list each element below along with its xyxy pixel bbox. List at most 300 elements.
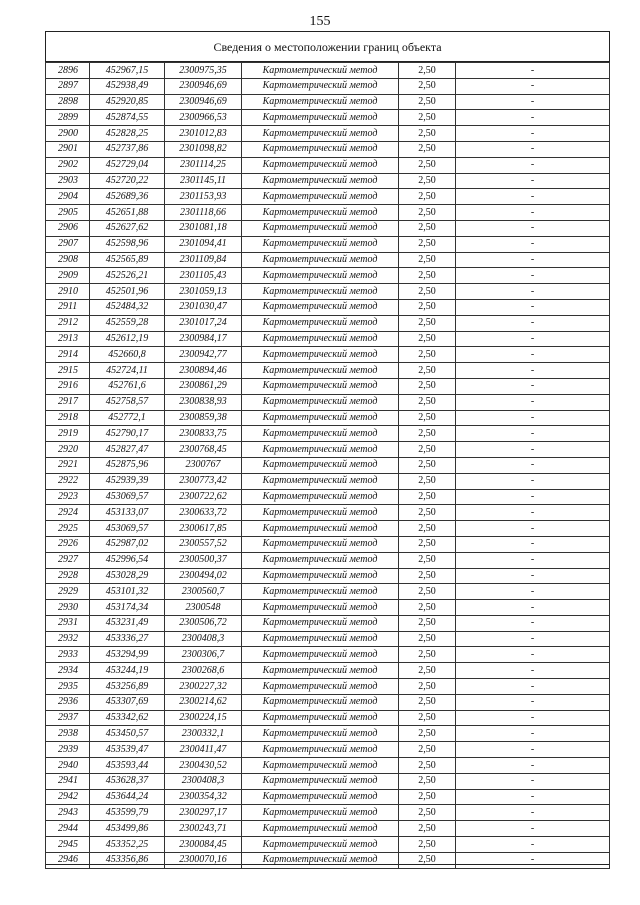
method-cell: Картометрический метод [242, 805, 399, 821]
point-number-cell: 2897 [46, 78, 90, 94]
accuracy-cell: 2,50 [399, 679, 456, 695]
method-cell: Картометрический метод [242, 552, 399, 568]
description-cell: - [456, 726, 610, 742]
table-row [46, 268, 610, 284]
x-coordinate-cell: 453450,57 [90, 726, 165, 742]
point-number-cell: 2914 [46, 347, 90, 363]
table-row [46, 489, 610, 505]
accuracy-cell: 2,50 [399, 426, 456, 442]
point-number-cell: 2919 [46, 426, 90, 442]
point-number-cell: 2940 [46, 758, 90, 774]
x-coordinate-cell: 452598,96 [90, 236, 165, 252]
description-cell: - [456, 710, 610, 726]
accuracy-cell: 2,50 [399, 773, 456, 789]
point-number-cell: 2928 [46, 568, 90, 584]
table-row [46, 347, 610, 363]
x-coordinate-cell: 453356,86 [90, 852, 165, 868]
description-cell: - [456, 852, 610, 868]
x-coordinate-cell: 453133,07 [90, 505, 165, 521]
point-number-cell: 2902 [46, 157, 90, 173]
method-cell: Картометрический метод [242, 473, 399, 489]
description-cell: - [456, 694, 610, 710]
y-coordinate-cell: 2301145,11 [165, 173, 242, 189]
y-coordinate-cell: 2301017,24 [165, 315, 242, 331]
accuracy-cell: 2,50 [399, 805, 456, 821]
x-coordinate-cell: 452627,62 [90, 220, 165, 236]
y-coordinate-cell: 2300859,38 [165, 410, 242, 426]
table-row [46, 299, 610, 315]
x-coordinate-cell: 452565,89 [90, 252, 165, 268]
point-number-cell: 2941 [46, 773, 90, 789]
description-cell: - [456, 299, 610, 315]
point-number-cell: 2932 [46, 631, 90, 647]
description-cell: - [456, 394, 610, 410]
table-row [46, 742, 610, 758]
description-cell: - [456, 252, 610, 268]
table-row [46, 473, 610, 489]
y-coordinate-cell: 2300773,42 [165, 473, 242, 489]
table-row [46, 631, 610, 647]
table-row [46, 521, 610, 537]
x-coordinate-cell: 453069,57 [90, 489, 165, 505]
table-row [46, 505, 610, 521]
table-row [46, 126, 610, 142]
table-row [46, 552, 610, 568]
x-coordinate-cell: 452987,02 [90, 536, 165, 552]
method-cell: Картометрический метод [242, 568, 399, 584]
y-coordinate-cell: 2301081,18 [165, 220, 242, 236]
accuracy-cell: 2,50 [399, 505, 456, 521]
point-number-cell: 2929 [46, 584, 90, 600]
y-coordinate-cell: 2300633,72 [165, 505, 242, 521]
x-coordinate-cell: 452758,57 [90, 394, 165, 410]
y-coordinate-cell: 2301030,47 [165, 299, 242, 315]
point-number-cell: 2899 [46, 110, 90, 126]
y-coordinate-cell: 2301114,25 [165, 157, 242, 173]
method-cell: Картометрический метод [242, 252, 399, 268]
method-cell: Картометрический метод [242, 189, 399, 205]
description-cell: - [456, 63, 610, 79]
method-cell: Картометрический метод [242, 758, 399, 774]
description-cell: - [456, 110, 610, 126]
method-cell: Картометрический метод [242, 852, 399, 868]
method-cell: Картометрический метод [242, 837, 399, 853]
point-number-cell: 2904 [46, 189, 90, 205]
x-coordinate-cell: 453599,79 [90, 805, 165, 821]
point-number-cell: 2912 [46, 315, 90, 331]
description-cell: - [456, 521, 610, 537]
method-cell: Картометрический метод [242, 489, 399, 505]
description-cell: - [456, 663, 610, 679]
accuracy-cell: 2,50 [399, 473, 456, 489]
point-number-cell: 2913 [46, 331, 90, 347]
x-coordinate-cell: 452920,85 [90, 94, 165, 110]
accuracy-cell: 2,50 [399, 299, 456, 315]
accuracy-cell: 2,50 [399, 536, 456, 552]
method-cell: Картометрический метод [242, 647, 399, 663]
x-coordinate-cell: 452996,54 [90, 552, 165, 568]
method-cell: Картометрический метод [242, 63, 399, 79]
coordinates-table-body [46, 63, 610, 869]
method-cell: Картометрический метод [242, 284, 399, 300]
table-row [46, 821, 610, 837]
method-cell: Картометрический метод [242, 363, 399, 379]
point-number-cell: 2920 [46, 442, 90, 458]
accuracy-cell: 2,50 [399, 252, 456, 268]
point-number-cell: 2938 [46, 726, 90, 742]
method-cell: Картометрический метод [242, 220, 399, 236]
accuracy-cell: 2,50 [399, 489, 456, 505]
x-coordinate-cell: 453539,47 [90, 742, 165, 758]
point-number-cell: 2939 [46, 742, 90, 758]
accuracy-cell: 2,50 [399, 141, 456, 157]
table-row [46, 173, 610, 189]
description-cell: - [456, 410, 610, 426]
accuracy-cell: 2,50 [399, 331, 456, 347]
table-row [46, 663, 610, 679]
accuracy-cell: 2,50 [399, 94, 456, 110]
accuracy-cell: 2,50 [399, 821, 456, 837]
accuracy-cell: 2,50 [399, 521, 456, 537]
point-number-cell: 2930 [46, 600, 90, 616]
y-coordinate-cell: 2301094,41 [165, 236, 242, 252]
y-coordinate-cell: 2300354,32 [165, 789, 242, 805]
x-coordinate-cell: 452737,86 [90, 141, 165, 157]
x-coordinate-cell: 452689,36 [90, 189, 165, 205]
table-row [46, 363, 610, 379]
method-cell: Картометрический метод [242, 631, 399, 647]
y-coordinate-cell: 2300268,6 [165, 663, 242, 679]
x-coordinate-cell: 452790,17 [90, 426, 165, 442]
x-coordinate-cell: 452939,39 [90, 473, 165, 489]
point-number-cell: 2927 [46, 552, 90, 568]
table-row [46, 426, 610, 442]
description-cell: - [456, 236, 610, 252]
accuracy-cell: 2,50 [399, 268, 456, 284]
x-coordinate-cell: 452874,55 [90, 110, 165, 126]
point-number-cell: 2931 [46, 615, 90, 631]
y-coordinate-cell: 2300946,69 [165, 94, 242, 110]
method-cell: Картометрический метод [242, 141, 399, 157]
y-coordinate-cell: 2300411,47 [165, 742, 242, 758]
y-coordinate-cell: 2300560,7 [165, 584, 242, 600]
description-cell: - [456, 94, 610, 110]
y-coordinate-cell: 2300975,35 [165, 63, 242, 79]
x-coordinate-cell: 453628,37 [90, 773, 165, 789]
accuracy-cell: 2,50 [399, 694, 456, 710]
x-coordinate-cell: 452938,49 [90, 78, 165, 94]
method-cell: Картометрический метод [242, 505, 399, 521]
method-cell: Картометрический метод [242, 663, 399, 679]
x-coordinate-cell: 452772,1 [90, 410, 165, 426]
y-coordinate-cell: 2300227,32 [165, 679, 242, 695]
point-number-cell: 2907 [46, 236, 90, 252]
point-number-cell: 2916 [46, 378, 90, 394]
point-number-cell: 2926 [46, 536, 90, 552]
x-coordinate-cell: 452729,04 [90, 157, 165, 173]
accuracy-cell: 2,50 [399, 78, 456, 94]
method-cell: Картометрический метод [242, 110, 399, 126]
method-cell: Картометрический метод [242, 94, 399, 110]
point-number-cell: 2917 [46, 394, 90, 410]
table-row [46, 568, 610, 584]
accuracy-cell: 2,50 [399, 663, 456, 679]
x-coordinate-cell: 453244,19 [90, 663, 165, 679]
accuracy-cell: 2,50 [399, 631, 456, 647]
y-coordinate-cell: 2300833,75 [165, 426, 242, 442]
point-number-cell: 2937 [46, 710, 90, 726]
table-row [46, 78, 610, 94]
description-cell: - [456, 157, 610, 173]
table-row [46, 141, 610, 157]
method-cell: Картометрический метод [242, 615, 399, 631]
point-number-cell: 2921 [46, 457, 90, 473]
method-cell: Картометрический метод [242, 536, 399, 552]
y-coordinate-cell: 2300768,45 [165, 442, 242, 458]
accuracy-cell: 2,50 [399, 205, 456, 221]
method-cell: Картометрический метод [242, 442, 399, 458]
accuracy-cell: 2,50 [399, 552, 456, 568]
point-number-cell: 2934 [46, 663, 90, 679]
method-cell: Картометрический метод [242, 378, 399, 394]
method-cell: Картометрический метод [242, 726, 399, 742]
accuracy-cell: 2,50 [399, 347, 456, 363]
y-coordinate-cell: 2300408,3 [165, 631, 242, 647]
table-row [46, 394, 610, 410]
table-row [46, 852, 610, 868]
table-row [46, 837, 610, 853]
point-number-cell: 2945 [46, 837, 90, 853]
point-number-cell: 2911 [46, 299, 90, 315]
y-coordinate-cell: 2300408,3 [165, 773, 242, 789]
y-coordinate-cell: 2300070,16 [165, 852, 242, 868]
description-cell: - [456, 679, 610, 695]
description-cell: - [456, 457, 610, 473]
method-cell: Картометрический метод [242, 789, 399, 805]
x-coordinate-cell: 453069,57 [90, 521, 165, 537]
boundary-info-sheet [45, 31, 610, 865]
x-coordinate-cell: 453307,69 [90, 694, 165, 710]
description-cell: - [456, 584, 610, 600]
table-row [46, 679, 610, 695]
description-cell: - [456, 505, 610, 521]
y-coordinate-cell: 2301059,13 [165, 284, 242, 300]
y-coordinate-cell: 2300214,62 [165, 694, 242, 710]
description-cell: - [456, 189, 610, 205]
method-cell: Картометрический метод [242, 299, 399, 315]
x-coordinate-cell: 453499,86 [90, 821, 165, 837]
description-cell: - [456, 315, 610, 331]
table-row [46, 457, 610, 473]
method-cell: Картометрический метод [242, 78, 399, 94]
description-cell: - [456, 758, 610, 774]
x-coordinate-cell: 452559,28 [90, 315, 165, 331]
x-coordinate-cell: 452875,96 [90, 457, 165, 473]
page-number: 155 [309, 14, 331, 29]
y-coordinate-cell: 2300332,1 [165, 726, 242, 742]
method-cell: Картометрический метод [242, 236, 399, 252]
table-row [46, 63, 610, 79]
point-number-cell: 2906 [46, 220, 90, 236]
accuracy-cell: 2,50 [399, 758, 456, 774]
description-cell: - [456, 347, 610, 363]
table-row [46, 442, 610, 458]
y-coordinate-cell: 2300506,72 [165, 615, 242, 631]
accuracy-cell: 2,50 [399, 837, 456, 853]
table-row [46, 157, 610, 173]
x-coordinate-cell: 452720,22 [90, 173, 165, 189]
point-number-cell: 2946 [46, 852, 90, 868]
point-number-cell: 2922 [46, 473, 90, 489]
y-coordinate-cell: 2300861,29 [165, 378, 242, 394]
x-coordinate-cell: 452967,15 [90, 63, 165, 79]
point-number-cell: 2943 [46, 805, 90, 821]
x-coordinate-cell: 452660,8 [90, 347, 165, 363]
point-number-cell: 2944 [46, 821, 90, 837]
table-row [46, 410, 610, 426]
method-cell: Картометрический метод [242, 600, 399, 616]
table-row [46, 205, 610, 221]
y-coordinate-cell: 2301098,82 [165, 141, 242, 157]
y-coordinate-cell: 2300894,46 [165, 363, 242, 379]
accuracy-cell: 2,50 [399, 157, 456, 173]
method-cell: Картометрический метод [242, 821, 399, 837]
accuracy-cell: 2,50 [399, 220, 456, 236]
method-cell: Картометрический метод [242, 157, 399, 173]
description-cell: - [456, 426, 610, 442]
x-coordinate-cell: 453028,29 [90, 568, 165, 584]
table-row [46, 647, 610, 663]
description-cell: - [456, 173, 610, 189]
accuracy-cell: 2,50 [399, 742, 456, 758]
y-coordinate-cell: 2300722,62 [165, 489, 242, 505]
point-number-cell: 2924 [46, 505, 90, 521]
point-number-cell: 2903 [46, 173, 90, 189]
description-cell: - [456, 126, 610, 142]
method-cell: Картометрический метод [242, 268, 399, 284]
accuracy-cell: 2,50 [399, 710, 456, 726]
y-coordinate-cell: 2300494,02 [165, 568, 242, 584]
table-row [46, 331, 610, 347]
y-coordinate-cell: 2300942,77 [165, 347, 242, 363]
description-cell: - [456, 378, 610, 394]
y-coordinate-cell: 2300548 [165, 600, 242, 616]
point-number-cell: 2901 [46, 141, 90, 157]
table-row [46, 94, 610, 110]
accuracy-cell: 2,50 [399, 378, 456, 394]
x-coordinate-cell: 453342,62 [90, 710, 165, 726]
accuracy-cell: 2,50 [399, 284, 456, 300]
description-cell: - [456, 284, 610, 300]
x-coordinate-cell: 452828,25 [90, 126, 165, 142]
x-coordinate-cell: 453256,89 [90, 679, 165, 695]
point-number-cell: 2918 [46, 410, 90, 426]
description-cell: - [456, 363, 610, 379]
y-coordinate-cell: 2300557,52 [165, 536, 242, 552]
accuracy-cell: 2,50 [399, 615, 456, 631]
accuracy-cell: 2,50 [399, 442, 456, 458]
description-cell: - [456, 536, 610, 552]
accuracy-cell: 2,50 [399, 363, 456, 379]
point-number-cell: 2900 [46, 126, 90, 142]
point-number-cell: 2915 [46, 363, 90, 379]
y-coordinate-cell: 2300838,93 [165, 394, 242, 410]
description-cell: - [456, 552, 610, 568]
point-number-cell: 2905 [46, 205, 90, 221]
table-row [46, 252, 610, 268]
description-cell: - [456, 773, 610, 789]
table-row [46, 710, 610, 726]
table-row [46, 110, 610, 126]
accuracy-cell: 2,50 [399, 315, 456, 331]
table-row [46, 805, 610, 821]
x-coordinate-cell: 452761,6 [90, 378, 165, 394]
y-coordinate-cell: 2300617,85 [165, 521, 242, 537]
method-cell: Картометрический метод [242, 584, 399, 600]
y-coordinate-cell: 2301012,83 [165, 126, 242, 142]
x-coordinate-cell: 453231,49 [90, 615, 165, 631]
description-cell: - [456, 141, 610, 157]
point-number-cell: 2896 [46, 63, 90, 79]
table-row [46, 773, 610, 789]
y-coordinate-cell: 2300243,71 [165, 821, 242, 837]
x-coordinate-cell: 452612,19 [90, 331, 165, 347]
description-cell: - [456, 821, 610, 837]
accuracy-cell: 2,50 [399, 63, 456, 79]
y-coordinate-cell: 2301118,66 [165, 205, 242, 221]
description-cell: - [456, 78, 610, 94]
point-number-cell: 2909 [46, 268, 90, 284]
x-coordinate-cell: 453101,32 [90, 584, 165, 600]
y-coordinate-cell: 2300306,7 [165, 647, 242, 663]
method-cell: Картометрический метод [242, 773, 399, 789]
method-cell: Картометрический метод [242, 347, 399, 363]
description-cell: - [456, 268, 610, 284]
table-row [46, 615, 610, 631]
table-row [46, 789, 610, 805]
y-coordinate-cell: 2300946,69 [165, 78, 242, 94]
table-row [46, 315, 610, 331]
point-number-cell: 2898 [46, 94, 90, 110]
accuracy-cell: 2,50 [399, 394, 456, 410]
table-row [46, 189, 610, 205]
accuracy-cell: 2,50 [399, 584, 456, 600]
table-row [46, 220, 610, 236]
method-cell: Картометрический метод [242, 457, 399, 473]
table-row [46, 758, 610, 774]
table-row [46, 584, 610, 600]
x-coordinate-cell: 453294,99 [90, 647, 165, 663]
x-coordinate-cell: 453644,24 [90, 789, 165, 805]
x-coordinate-cell: 453174,34 [90, 600, 165, 616]
point-number-cell: 2935 [46, 679, 90, 695]
description-cell: - [456, 647, 610, 663]
table-row [46, 536, 610, 552]
x-coordinate-cell: 452827,47 [90, 442, 165, 458]
table-row [46, 600, 610, 616]
method-cell: Картометрический метод [242, 315, 399, 331]
method-cell: Картометрический метод [242, 394, 399, 410]
y-coordinate-cell: 2300966,53 [165, 110, 242, 126]
description-cell: - [456, 742, 610, 758]
description-cell: - [456, 568, 610, 584]
method-cell: Картометрический метод [242, 742, 399, 758]
x-coordinate-cell: 452651,88 [90, 205, 165, 221]
table-row [46, 726, 610, 742]
accuracy-cell: 2,50 [399, 600, 456, 616]
y-coordinate-cell: 2300430,52 [165, 758, 242, 774]
x-coordinate-cell: 453593,44 [90, 758, 165, 774]
